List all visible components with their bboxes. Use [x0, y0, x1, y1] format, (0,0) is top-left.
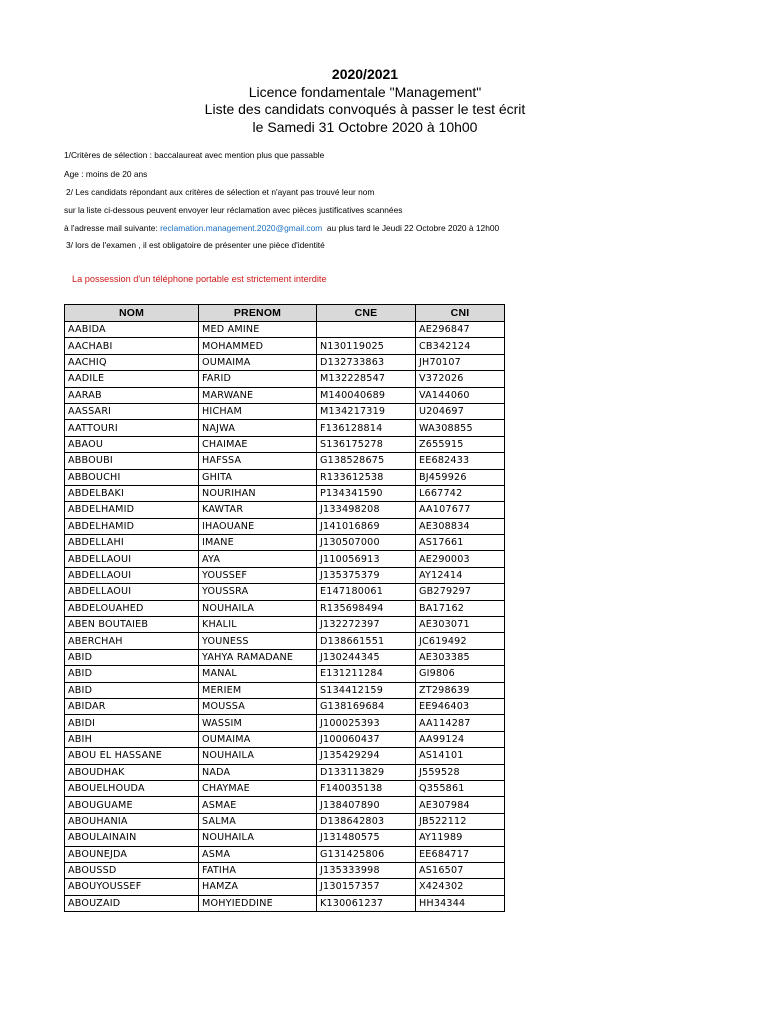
academic-year: 2020/2021 [331, 66, 399, 82]
prenom-cell: MERIEM [199, 682, 317, 698]
cni-cell: AA114287 [416, 715, 505, 731]
prenom-cell: HICHAM [199, 403, 317, 419]
prenom-cell: YOUSSRA [199, 584, 317, 600]
nom-cell: ABOULAINAIN [65, 830, 199, 846]
cne-cell: J130507000 [317, 535, 416, 551]
cne-cell: K130061237 [317, 895, 416, 911]
column-header-cni: CNI [416, 305, 505, 322]
prenom-cell: ASMA [199, 846, 317, 862]
program-title: Licence fondamentale "Management" [248, 83, 482, 100]
cne-cell: P134341590 [317, 485, 416, 501]
cne-cell: M134217319 [317, 403, 416, 419]
cni-cell: CB342124 [416, 338, 505, 354]
cne-cell: J133498208 [317, 502, 416, 518]
table-row [65, 535, 505, 551]
prenom-cell: OUMAIMA [199, 731, 317, 747]
prenom-cell: FATIHA [199, 862, 317, 878]
cne-cell: J135429294 [317, 748, 416, 764]
table-row [65, 502, 505, 518]
nom-cell: ABDELLAOUI [65, 584, 199, 600]
nom-cell: ABDELLAOUI [65, 551, 199, 567]
nom-cell: ABDELHAMID [65, 518, 199, 534]
cni-cell: EE682433 [416, 453, 505, 469]
exam-date: le Samedi 31 Octobre 2020 à 10h00 [252, 118, 478, 135]
cne-cell: J100060437 [317, 731, 416, 747]
cne-cell: J100025393 [317, 715, 416, 731]
nom-cell: ABBOUCHI [65, 469, 199, 485]
table-row [65, 518, 505, 534]
table-row [65, 485, 505, 501]
table-row [65, 748, 505, 764]
cne-cell: S134412159 [317, 682, 416, 698]
cni-cell: V372026 [416, 371, 505, 387]
cne-cell: D138642803 [317, 813, 416, 829]
prenom-cell: NOURIHAN [199, 485, 317, 501]
cne-cell: E131211284 [317, 666, 416, 682]
note-claim-line2: sur la liste ci-dessous peuvent envoyer leur réclamation avec pièces justificatives scannées [64, 205, 403, 215]
prenom-cell: KHALIL [199, 617, 317, 633]
cne-cell: D132733863 [317, 354, 416, 370]
cne-cell: J130157357 [317, 879, 416, 895]
cni-cell: Q355861 [416, 780, 505, 796]
cni-cell: X424302 [416, 879, 505, 895]
cne-cell: G138528675 [317, 453, 416, 469]
cne-cell: N130119025 [317, 338, 416, 354]
cni-cell: HH34344 [416, 895, 505, 911]
table-row [65, 420, 505, 436]
cni-cell: AA107677 [416, 502, 505, 518]
nom-cell: ABDELLAOUI [65, 567, 199, 583]
nom-cell: ABDELLAHI [65, 535, 199, 551]
cni-cell: JB522112 [416, 813, 505, 829]
table-row [65, 682, 505, 698]
nom-cell: ABBOUBI [65, 453, 199, 469]
prenom-cell: NOUHAILA [199, 748, 317, 764]
table-row [65, 879, 505, 895]
table-row [65, 731, 505, 747]
claim-email-link[interactable]: reclamation.management.2020@gmail.com [160, 223, 323, 233]
nom-cell: ABDELOUAHED [65, 600, 199, 616]
cne-cell: J132272397 [317, 617, 416, 633]
prenom-cell: IMANE [199, 535, 317, 551]
table-row [65, 797, 505, 813]
nom-cell: ABID [65, 666, 199, 682]
note-claim-line1: 2/ Les candidats répondant aux critères de sélection et n'ayant pas trouvé leur nom [66, 187, 375, 197]
nom-cell: ABDELBAKI [65, 485, 199, 501]
cni-cell: L667742 [416, 485, 505, 501]
cni-cell: EE946403 [416, 698, 505, 714]
cne-cell: F136128814 [317, 420, 416, 436]
nom-cell: ABID [65, 682, 199, 698]
table-row [65, 715, 505, 731]
table-row [65, 862, 505, 878]
column-header-cne: CNE [317, 305, 416, 322]
table-row [65, 813, 505, 829]
cne-cell: R133612538 [317, 469, 416, 485]
candidates-table [64, 304, 505, 912]
nom-cell: ABOU EL HASSANE [65, 748, 199, 764]
cne-cell: E147180061 [317, 584, 416, 600]
nom-cell: ABIH [65, 731, 199, 747]
table-row [65, 436, 505, 452]
nom-cell: ABOUYOUSSEF [65, 879, 199, 895]
cni-cell: AA99124 [416, 731, 505, 747]
nom-cell: ABOUHANIA [65, 813, 199, 829]
table-body [65, 322, 505, 912]
table-row [65, 649, 505, 665]
cni-cell: AS16507 [416, 862, 505, 878]
prenom-cell: CHAIMAE [199, 436, 317, 452]
note-criteria: 1/Critères de sélection : baccalaureat avec mention plus que passable [64, 150, 325, 160]
cne-cell: D138661551 [317, 633, 416, 649]
table-row [65, 846, 505, 862]
cni-cell: BA17162 [416, 600, 505, 616]
nom-cell: AACHABI [65, 338, 199, 354]
note-id-rule: 3/ lors de l'examen , il est obligatoire de présenter une pièce d'identité [66, 240, 325, 250]
table-row [65, 584, 505, 600]
cni-cell: AS17661 [416, 535, 505, 551]
prenom-cell: FARID [199, 371, 317, 387]
nom-cell: ABIDI [65, 715, 199, 731]
prenom-cell: AYA [199, 551, 317, 567]
cni-cell: U204697 [416, 403, 505, 419]
cni-cell: AE290003 [416, 551, 505, 567]
column-header-nom: NOM [65, 305, 199, 322]
prenom-cell: WASSIM [199, 715, 317, 731]
nom-cell: ABIDAR [65, 698, 199, 714]
cne-cell: F140035138 [317, 780, 416, 796]
table-row [65, 600, 505, 616]
table-row [65, 387, 505, 403]
nom-cell: ABOUZAID [65, 895, 199, 911]
phone-warning: La possession d'un téléphone portable est strictement interdite [72, 274, 327, 284]
cne-cell: J141016869 [317, 518, 416, 534]
table-row [65, 764, 505, 780]
prenom-cell: HAFSSA [199, 453, 317, 469]
prenom-cell: MOHAMMED [199, 338, 317, 354]
nom-cell: AACHIQ [65, 354, 199, 370]
prenom-cell: MOUSSA [199, 698, 317, 714]
column-header-prenom: PRENOM [199, 305, 317, 322]
cni-cell: AE303071 [416, 617, 505, 633]
list-title: Liste des candidats convoqués à passer le test écrit [204, 101, 526, 117]
prenom-cell: ASMAE [199, 797, 317, 813]
prenom-cell: NOUHAILA [199, 600, 317, 616]
cne-cell: J131480575 [317, 830, 416, 846]
cne-cell: R135698494 [317, 600, 416, 616]
cne-cell: J135333998 [317, 862, 416, 878]
prenom-cell: MARWANE [199, 387, 317, 403]
table-row [65, 469, 505, 485]
cne-cell [317, 322, 416, 338]
note-claim-line3 [64, 223, 499, 233]
nom-cell: ABOUSSD [65, 862, 199, 878]
cne-cell: G138169684 [317, 698, 416, 714]
table-row [65, 666, 505, 682]
cni-cell: GB279297 [416, 584, 505, 600]
table-row [65, 403, 505, 419]
nom-cell: ABEN BOUTAIEB [65, 617, 199, 633]
cni-cell: JH70107 [416, 354, 505, 370]
cne-cell: J110056913 [317, 551, 416, 567]
prenom-cell: MED AMINE [199, 322, 317, 338]
nom-cell: ABOUGUAME [65, 797, 199, 813]
prenom-cell: NADA [199, 764, 317, 780]
cne-cell: J130244345 [317, 649, 416, 665]
document-heading [130, 66, 600, 136]
table-row [65, 780, 505, 796]
nom-cell: ABOUDHAK [65, 764, 199, 780]
prenom-cell: YAHYA RAMADANE [199, 649, 317, 665]
cne-cell: J138407890 [317, 797, 416, 813]
cni-cell: ZT298639 [416, 682, 505, 698]
prenom-cell: IHAOUANE [199, 518, 317, 534]
prenom-cell: YOUNESS [199, 633, 317, 649]
cni-cell: WA308855 [416, 420, 505, 436]
prenom-cell: NAJWA [199, 420, 317, 436]
cni-cell: AS14101 [416, 748, 505, 764]
note-claim-deadline: au plus tard le Jeudi 22 Octobre 2020 à 12h00 [326, 223, 500, 233]
cni-cell: AY11989 [416, 830, 505, 846]
table-row [65, 354, 505, 370]
prenom-cell: NOUHAILA [199, 830, 317, 846]
cni-cell: GI9806 [416, 666, 505, 682]
note-claim-prefix: à l'adresse mail suivante: [64, 223, 161, 233]
cni-cell: VA144060 [416, 387, 505, 403]
cni-cell: J559528 [416, 764, 505, 780]
cne-cell: D133113829 [317, 764, 416, 780]
table-row [65, 617, 505, 633]
cni-cell: AY12414 [416, 567, 505, 583]
nom-cell: ABAOU [65, 436, 199, 452]
prenom-cell: SALMA [199, 813, 317, 829]
cne-cell: M132228547 [317, 371, 416, 387]
table-row [65, 551, 505, 567]
nom-cell: ABOUELHOUDA [65, 780, 199, 796]
nom-cell: AATTOURI [65, 420, 199, 436]
cni-cell: EE684717 [416, 846, 505, 862]
cni-cell: AE296847 [416, 322, 505, 338]
table-row [65, 633, 505, 649]
table-header-row [65, 305, 505, 322]
nom-cell: ABERCHAH [65, 633, 199, 649]
table-row [65, 567, 505, 583]
nom-cell: AARAB [65, 387, 199, 403]
prenom-cell: MANAL [199, 666, 317, 682]
prenom-cell: OUMAIMA [199, 354, 317, 370]
cne-cell: G131425806 [317, 846, 416, 862]
cni-cell: AE307984 [416, 797, 505, 813]
nom-cell: ABOUNEJDA [65, 846, 199, 862]
table-row [65, 371, 505, 387]
note-age: Age : moins de 20 ans [64, 169, 148, 179]
nom-cell: AASSARI [65, 403, 199, 419]
prenom-cell: GHITA [199, 469, 317, 485]
cni-cell: AE308834 [416, 518, 505, 534]
cni-cell: BJ459926 [416, 469, 505, 485]
prenom-cell: CHAYMAE [199, 780, 317, 796]
nom-cell: AADILE [65, 371, 199, 387]
cni-cell: JC619492 [416, 633, 505, 649]
nom-cell: ABDELHAMID [65, 502, 199, 518]
prenom-cell: MOHYIEDDINE [199, 895, 317, 911]
table-row [65, 830, 505, 846]
prenom-cell: YOUSSEF [199, 567, 317, 583]
cne-cell: S136175278 [317, 436, 416, 452]
cne-cell: J135375379 [317, 567, 416, 583]
prenom-cell: KAWTAR [199, 502, 317, 518]
table-row [65, 338, 505, 354]
prenom-cell: HAMZA [199, 879, 317, 895]
nom-cell: ABID [65, 649, 199, 665]
table-row [65, 895, 505, 911]
cne-cell: M140040689 [317, 387, 416, 403]
table-row [65, 453, 505, 469]
nom-cell: AABIDA [65, 322, 199, 338]
table-row [65, 698, 505, 714]
cni-cell: AE303385 [416, 649, 505, 665]
cni-cell: Z655915 [416, 436, 505, 452]
table-row [65, 322, 505, 338]
